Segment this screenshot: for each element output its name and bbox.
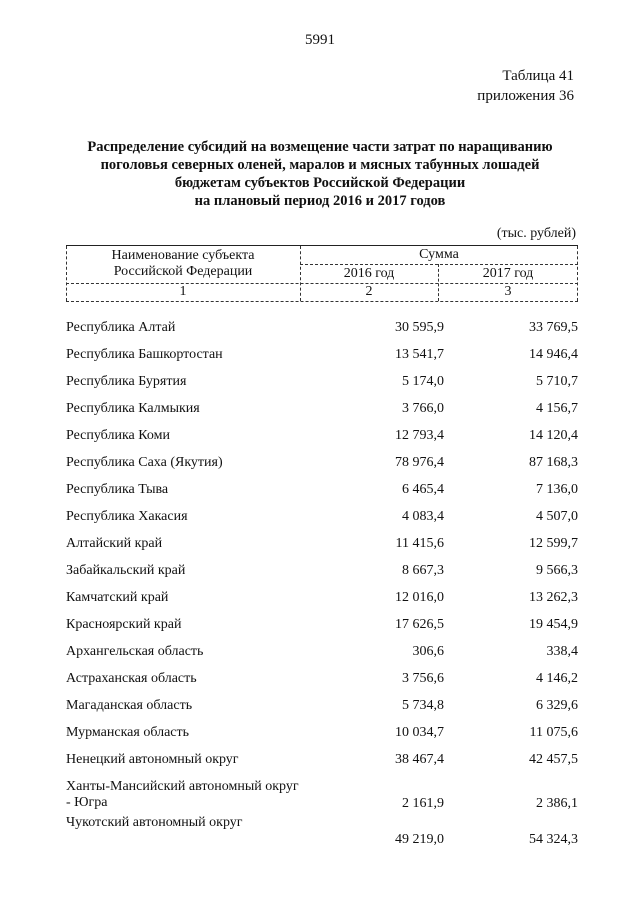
table-row [66,750,578,777]
value-2017: 13 262,3 [529,590,578,605]
value-2016: 38 467,4 [395,752,444,767]
value-2017: 12 599,7 [529,536,578,551]
title-line4: на плановый период 2016 и 2017 годов [194,193,446,209]
region-name: Республика Коми [66,428,170,443]
value-2016: 78 976,4 [395,455,444,470]
table-row [66,534,578,561]
table-row [66,399,578,426]
units-label: (тыс. рублей) [496,226,576,241]
region-name: Красноярский край [66,617,182,632]
header-col-name-line1: Наименование субъекта [111,248,255,263]
table-reference-line1: Таблица 41 [502,68,574,84]
table-reference [477,66,574,106]
value-2017: 6 329,6 [536,698,578,713]
value-2016: 5 174,0 [402,374,444,389]
region-name: Мурманская область [66,725,190,740]
table-row [66,561,578,588]
table-reference-line2: приложения 36 [477,88,574,104]
document-title [40,138,600,210]
header-num-3: 3 [504,284,512,299]
value-2017: 4 146,2 [536,671,578,686]
value-2016: 13 541,7 [395,347,444,362]
region-name: Республика Бурятия [66,374,187,389]
value-2016: 6 465,4 [402,482,444,497]
region-name: Ненецкий автономный округ [66,752,239,767]
title-line2: поголовья северных оленей, маралов и мясных табунных лошадей [100,157,540,173]
value-2017: 33 769,5 [529,320,578,335]
header-sum-divider [300,264,578,265]
value-2016: 4 083,4 [402,509,444,524]
region-name: Алтайский край [66,536,163,551]
region-name: Архангельская область [66,644,204,659]
value-2017: 4 156,7 [536,401,578,416]
page-number: 5991 [305,32,335,48]
value-2017: 11 075,6 [529,725,578,740]
region-name: Республика Саха (Якутия) [66,455,223,470]
table-row [66,453,578,480]
value-2016: 5 734,8 [402,698,444,713]
region-name: Республика Тыва [66,482,169,497]
table-row [66,507,578,534]
value-2017: 42 457,5 [529,752,578,767]
region-name: Республика Башкортостан [66,347,223,362]
value-2017: 87 168,3 [529,455,578,470]
value-2016: 11 415,6 [395,536,444,551]
header-col-2017: 2017 год [482,266,534,281]
value-2016: 3 756,6 [402,671,444,686]
table-row [66,426,578,453]
value-2016: 8 667,3 [402,563,444,578]
header-num-1: 1 [179,284,187,299]
table-row [66,345,578,372]
table-row [66,642,578,669]
header-col-name-line2: Российской Федерации [113,264,253,279]
value-2016: 17 626,5 [395,617,444,632]
header-col-name [66,248,300,280]
value-2016: 306,6 [412,644,444,659]
value-2016: 30 595,9 [395,320,444,335]
table-row [66,723,578,750]
region-name: Республика Алтай [66,320,176,335]
header-col-sum: Сумма [419,247,459,262]
value-2017: 7 136,0 [536,482,578,497]
value-2017: 14 120,4 [529,428,578,443]
table-row [66,813,578,849]
region-name: Ханты-Мансийский автономный округ - Югра [66,779,299,810]
table-header [66,245,578,302]
value-2017: 338,4 [546,644,578,659]
value-2017: 2 386,1 [536,796,578,811]
region-name: Республика Калмыкия [66,401,200,416]
value-2016: 3 766,0 [402,401,444,416]
table-row [66,777,578,813]
table-row [66,615,578,642]
header-col-2016: 2016 год [343,266,395,281]
title-line1: Распределение субсидий на возмещение части затрат по наращиванию [87,139,553,155]
region-name: Чукотский автономный округ [66,815,243,830]
region-name: Камчатский край [66,590,169,605]
value-2016: 10 034,7 [395,725,444,740]
region-name: Забайкальский край [66,563,186,578]
title-line3: бюджетам субъектов Российской Федерации [174,175,466,191]
value-2017: 54 324,3 [529,832,578,847]
table-row [66,588,578,615]
header-num-2: 2 [365,284,373,299]
region-name: Астраханская область [66,671,197,686]
value-2017: 19 454,9 [529,617,578,632]
table-row [66,669,578,696]
table-row [66,696,578,723]
table-row [66,480,578,507]
value-2016: 12 016,0 [395,590,444,605]
value-2017: 5 710,7 [536,374,578,389]
value-2016: 49 219,0 [395,832,444,847]
value-2017: 9 566,3 [536,563,578,578]
value-2016: 12 793,4 [395,428,444,443]
region-name: Республика Хакасия [66,509,188,524]
table-body [66,318,578,849]
table-row [66,372,578,399]
value-2017: 4 507,0 [536,509,578,524]
value-2017: 14 946,4 [529,347,578,362]
table-row [66,318,578,345]
region-name: Магаданская область [66,698,193,713]
value-2016: 2 161,9 [402,796,444,811]
